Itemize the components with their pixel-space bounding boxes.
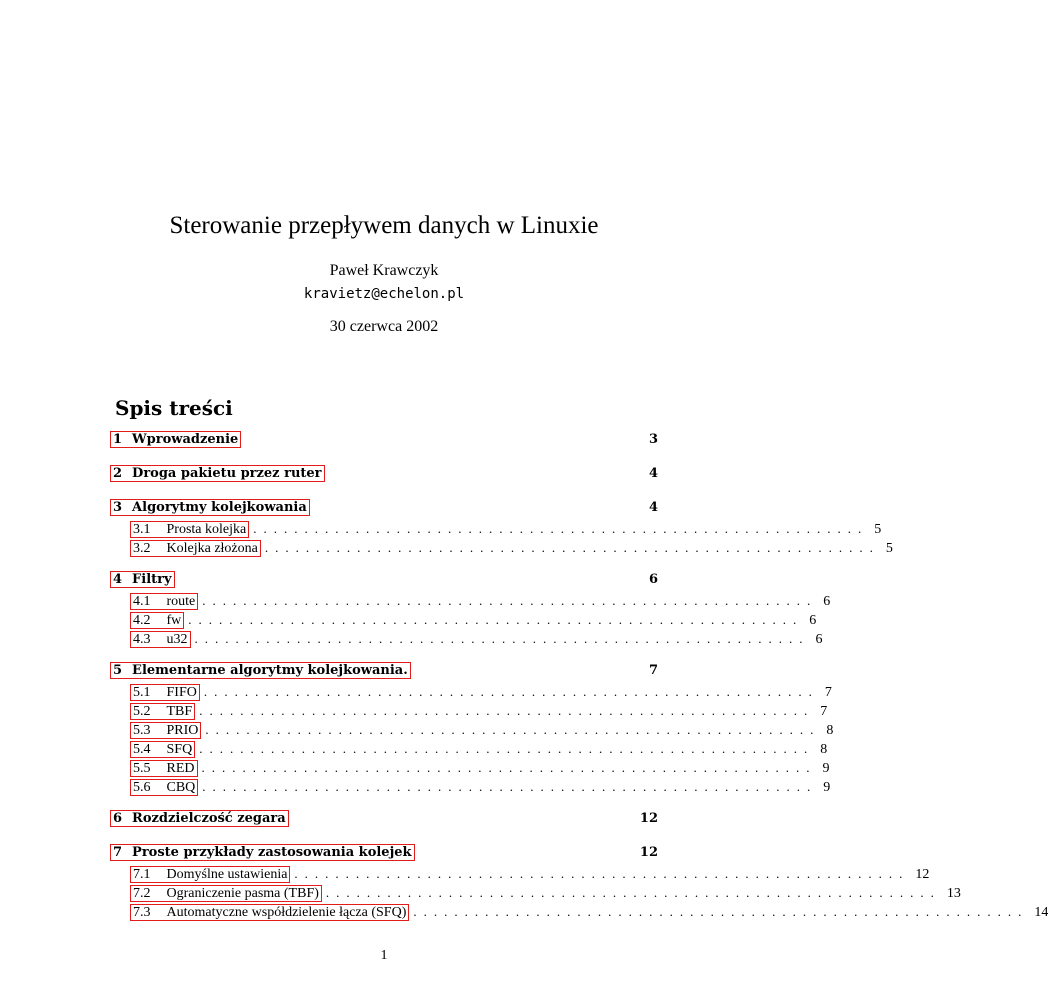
toc-subsection-row	[110, 703, 828, 722]
toc-heading: Spis treści	[115, 396, 233, 420]
toc-leader-dots: ............................................................	[199, 741, 815, 756]
toc-subsection-row	[110, 885, 961, 904]
toc-subsection-link[interactable]	[130, 904, 409, 921]
toc-subsection-number: 4.3	[133, 632, 151, 647]
toc-subsection-row	[110, 521, 882, 540]
toc-section-link[interactable]	[110, 431, 241, 448]
toc-subsection-number: 5.5	[133, 761, 151, 776]
toc-section-row	[110, 431, 658, 453]
toc-section-page: 12	[639, 811, 658, 826]
toc-section-number: 5	[113, 663, 123, 678]
toc-leader-dots: ............................................................	[294, 866, 910, 881]
toc-subsection-link[interactable]	[130, 703, 195, 720]
toc-subsection-row	[110, 904, 1048, 923]
toc-section-page: 3	[648, 432, 658, 447]
toc-subsection-link[interactable]	[130, 612, 184, 629]
toc-subsection-link[interactable]	[130, 521, 249, 538]
toc-leader-dots: ............................................................	[202, 779, 818, 794]
toc-subsection-page: 6	[823, 594, 831, 609]
toc-section-number: 7	[113, 845, 123, 860]
toc-section-4	[110, 571, 831, 650]
document-title: Sterowanie przepływem danych w Linuxie	[169, 212, 599, 239]
toc-subsection-row	[110, 540, 893, 559]
toc-section-page: 4	[648, 466, 658, 481]
toc-subsection-title: TBF	[166, 704, 193, 719]
toc-section-row	[110, 499, 658, 521]
toc-section-link[interactable]	[110, 844, 415, 861]
toc-subsection-row	[110, 866, 930, 885]
toc-section-2	[110, 465, 658, 487]
toc-section-number: 4	[113, 572, 123, 587]
toc-section-row	[110, 465, 658, 487]
toc-subsection-title: Automatyczne współdzielenie łącza (SFQ)	[166, 905, 407, 920]
toc-section-row	[110, 844, 658, 866]
toc-leader-dots: ............................................................	[194, 631, 810, 646]
toc-section-6	[110, 810, 658, 832]
toc-section-page: 4	[648, 500, 658, 515]
toc-subsection-link[interactable]	[130, 593, 198, 610]
toc-subsection-title: Ograniczenie pasma (TBF)	[166, 886, 319, 901]
toc-subsection-link[interactable]	[130, 741, 195, 758]
toc-leader-dots: ............................................................	[203, 684, 819, 699]
toc-subsection-page: 8	[820, 742, 828, 757]
toc-subsection-row	[110, 631, 823, 650]
toc-subsection-title: Kolejka złożona	[166, 541, 258, 556]
toc-subsection-page: 9	[823, 780, 831, 795]
toc-subsection-page: 5	[874, 522, 882, 537]
toc-leader-dots: ............................................................	[325, 885, 941, 900]
author-name: Paweł Krawczyk	[329, 262, 439, 279]
toc-section-title: Algorytmy kolejkowania	[132, 500, 307, 515]
toc-subsection-link[interactable]	[130, 760, 198, 777]
toc-subsection-page: 7	[824, 685, 832, 700]
toc-subsection-title: route	[166, 594, 196, 609]
toc-section-page: 7	[648, 663, 658, 678]
toc-subsection-title: fw	[166, 613, 182, 628]
toc-subsection-number: 3.2	[133, 541, 151, 556]
toc-subsection-title: RED	[166, 761, 195, 776]
page-number: 1	[380, 948, 388, 963]
toc-subsection-row	[110, 760, 830, 779]
toc-subsection-page: 13	[946, 886, 961, 901]
toc-section-number: 1	[113, 432, 123, 447]
toc-leader-dots: ............................................................	[205, 722, 821, 737]
toc-leader-dots: ............................................................	[253, 521, 869, 536]
toc-leader-dots: ............................................................	[264, 540, 880, 555]
toc-subsection-title: FIFO	[166, 685, 197, 700]
toc-subsection-title: SFQ	[166, 742, 193, 757]
toc-subsection-number: 5.6	[133, 780, 151, 795]
toc-section-title: Wprowadzenie	[132, 432, 239, 447]
toc-section-row	[110, 810, 658, 832]
toc-section-link[interactable]	[110, 810, 289, 827]
toc-subsection-page: 8	[826, 723, 834, 738]
toc-subsection-row	[110, 612, 817, 631]
toc-subsection-link[interactable]	[130, 540, 261, 557]
toc-section-title: Elementarne algorytmy kolejkowania.	[132, 663, 408, 678]
toc-subsection-page: 9	[822, 761, 830, 776]
toc-section-3	[110, 499, 893, 559]
table-of-contents	[110, 431, 1048, 935]
toc-section-1	[110, 431, 658, 453]
toc-section-title: Filtry	[132, 572, 172, 587]
toc-subsection-page: 5	[885, 541, 893, 556]
toc-subsection-number: 5.2	[133, 704, 151, 719]
toc-subsection-number: 5.4	[133, 742, 151, 757]
toc-leader-dots: ............................................................	[201, 760, 817, 775]
toc-leader-dots: ............................................................	[199, 703, 815, 718]
toc-section-number: 6	[113, 811, 123, 826]
toc-subsection-number: 5.3	[133, 723, 151, 738]
toc-section-title: Rozdzielczość zegara	[132, 811, 286, 826]
author-email[interactable]: kravietz@echelon.pl	[303, 286, 465, 302]
toc-section-number: 2	[113, 466, 123, 481]
toc-subsection-link[interactable]	[130, 684, 200, 701]
toc-subsection-number: 7.3	[133, 905, 151, 920]
toc-subsection-number: 7.1	[133, 867, 151, 882]
toc-subsection-title: Prosta kolejka	[166, 522, 247, 537]
toc-subsection-page: 12	[915, 867, 930, 882]
toc-section-page: 12	[639, 845, 658, 860]
toc-subsection-link[interactable]	[130, 866, 290, 883]
toc-subsection-title: u32	[166, 632, 188, 647]
toc-leader-dots: ............................................................	[202, 593, 818, 608]
toc-subsection-title: PRIO	[166, 723, 199, 738]
toc-section-number: 3	[113, 500, 123, 515]
toc-subsection-link[interactable]	[130, 779, 198, 796]
toc-subsection-page: 7	[820, 704, 828, 719]
toc-section-5	[110, 662, 834, 798]
document-date: 30 czerwca 2002	[329, 318, 439, 335]
toc-section-link[interactable]	[110, 465, 325, 482]
toc-subsection-link[interactable]	[130, 885, 322, 902]
toc-subsection-title: CBQ	[166, 780, 196, 795]
toc-section-link[interactable]	[110, 499, 310, 516]
toc-subsection-row	[110, 779, 831, 798]
toc-section-row	[110, 571, 658, 593]
toc-section-title: Droga pakietu przez ruter	[132, 466, 322, 481]
toc-subsection-link[interactable]	[130, 631, 191, 648]
toc-subsection-row	[110, 722, 834, 741]
toc-section-row	[110, 662, 658, 684]
toc-subsection-link[interactable]	[130, 722, 201, 739]
toc-subsection-number: 4.1	[133, 594, 151, 609]
toc-subsection-number: 4.2	[133, 613, 151, 628]
toc-leader-dots: ............................................................	[413, 904, 1029, 919]
toc-leader-dots: ............................................................	[188, 612, 804, 627]
toc-section-link[interactable]	[110, 662, 411, 679]
toc-section-7	[110, 844, 1048, 923]
toc-subsection-row	[110, 593, 831, 612]
toc-subsection-title: Domyślne ustawienia	[166, 867, 288, 882]
toc-section-title: Proste przykłady zastosowania kolejek	[132, 845, 412, 860]
toc-subsection-number: 3.1	[133, 522, 151, 537]
toc-subsection-page: 14	[1034, 905, 1048, 920]
toc-section-link[interactable]	[110, 571, 175, 588]
toc-subsection-number: 5.1	[133, 685, 151, 700]
toc-subsection-row	[110, 684, 832, 703]
toc-section-page: 6	[648, 572, 658, 587]
toc-subsection-page: 6	[809, 613, 817, 628]
toc-subsection-row	[110, 741, 828, 760]
toc-subsection-number: 7.2	[133, 886, 151, 901]
toc-subsection-page: 6	[815, 632, 823, 647]
